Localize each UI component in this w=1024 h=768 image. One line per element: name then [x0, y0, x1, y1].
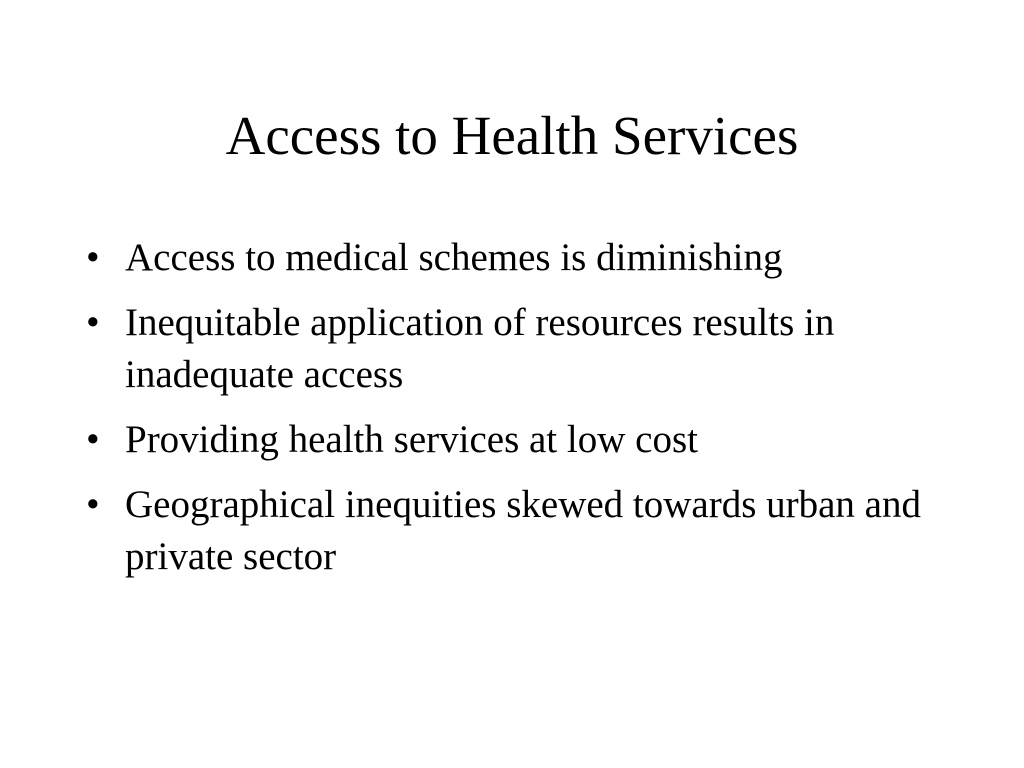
bullet-text: Providing health services at low cost — [125, 418, 698, 461]
bullet-item — [86, 297, 936, 401]
bullet-item — [86, 479, 936, 583]
bullet-item — [86, 414, 936, 466]
bullet-marker: • — [86, 418, 100, 461]
bullet-marker: • — [86, 301, 100, 344]
bullet-text: Geographical inequities skewed towards urban and private sector — [125, 483, 921, 578]
bullet-item — [86, 232, 936, 284]
bullet-list — [86, 232, 936, 596]
bullet-text: Inequitable application of resources results in inadequate access — [125, 301, 835, 396]
bullet-marker: • — [86, 236, 100, 279]
bullet-text: Access to medical schemes is diminishing — [125, 236, 783, 279]
slide-title: Access to Health Services — [225, 105, 799, 166]
bullet-marker: • — [86, 483, 100, 526]
